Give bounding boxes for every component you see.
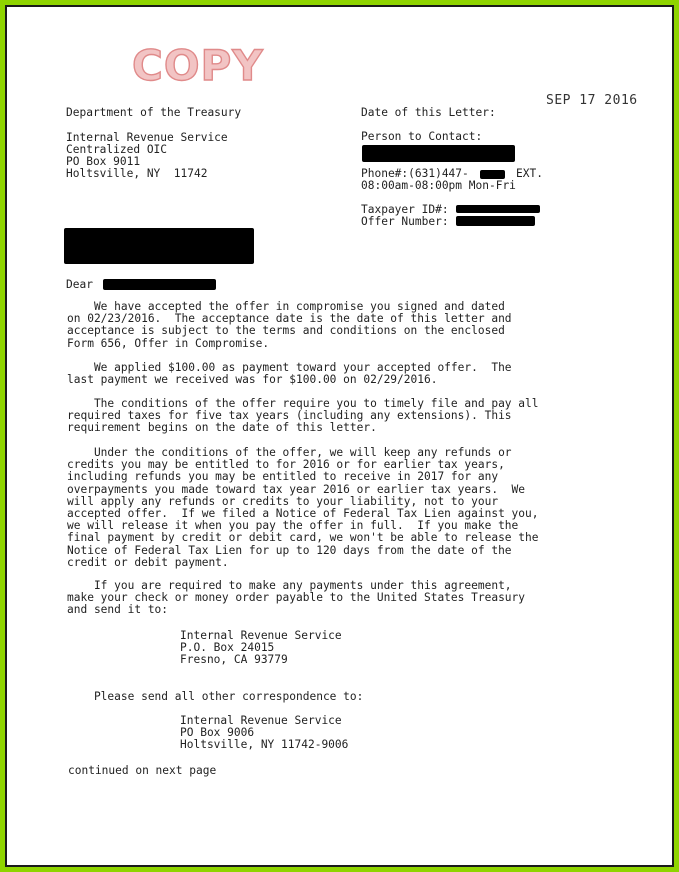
copy-stamp: COPY xyxy=(132,41,264,90)
redaction-recipient-name xyxy=(103,279,216,290)
taxpayer-id-label: Taxpayer ID#: xyxy=(361,203,449,216)
phone-label: Phone#:(631)447- xyxy=(361,167,469,180)
sender-unit: Centralized OIC xyxy=(66,143,168,156)
offer-number-label: Offer Number: xyxy=(361,215,449,228)
payment-address-line1: Internal Revenue Service xyxy=(180,629,342,642)
payment-address-line2: P.O. Box 24015 xyxy=(180,641,275,654)
redaction-contact-name xyxy=(362,145,515,162)
correspondence-address-line3: Holtsville, NY 11742-9006 xyxy=(180,738,349,751)
payment-address-line3: Fresno, CA 93779 xyxy=(180,653,288,666)
redaction-phone xyxy=(480,170,505,179)
contact-hours: 08:00am-08:00pm Mon-Fri xyxy=(361,179,516,192)
sender-agency: Internal Revenue Service xyxy=(66,131,228,144)
redaction-taxpayer-id xyxy=(456,205,540,213)
paragraph-acceptance: We have accepted the offer in compromise you signed and dated on 02/23/2016. The acceptance date is the date of this letter and acceptance is subject to the terms and conditions on the enclosed Form 656, Offer in Compromise. xyxy=(67,300,512,350)
paragraph-refunds: Under the conditions of the offer, we will keep any refunds or credits you may be entitled to for 2016 or for earlier tax years, including refunds you may be entitled to receive in 2017 for any overpayments you made toward tax year 2016 or earlier tax years. We will apply any refunds or credits to your liability, not to your accepted offer. If we filed a Notice of Federal Tax Lien against you, we will release it when you pay the offer in full. If you make the final payment by credit or debit card, we won't be able to release the Notice of Federal Tax Lien for up to 120 days from the date of the credit or debit payment. xyxy=(67,446,539,569)
salutation: Dear xyxy=(66,278,93,291)
paragraph-payment-instructions: If you are required to make any payments under this agreement, make your check or money order payable to the United States Treasury and send it to: xyxy=(67,579,526,617)
phone-ext-label: EXT. xyxy=(516,167,543,180)
correspondence-address-line2: PO Box 9006 xyxy=(180,726,255,739)
correspondence-address-line1: Internal Revenue Service xyxy=(180,714,342,727)
sender-po-box: PO Box 9011 xyxy=(66,155,141,168)
redaction-offer-number xyxy=(456,216,535,226)
person-to-contact-label: Person to Contact: xyxy=(361,130,483,143)
paragraph-correspondence: Please send all other correspondence to: xyxy=(67,690,364,703)
redaction-recipient-address xyxy=(64,228,254,264)
continued-footer: continued on next page xyxy=(68,764,217,777)
date-of-letter-label: Date of this Letter: xyxy=(361,106,496,119)
paragraph-payment-applied: We applied $100.00 as payment toward your accepted offer. The last payment we received was for $100.00 on 02/29/2016. xyxy=(67,361,512,387)
date-stamp: SEP 17 2016 xyxy=(546,93,638,108)
paragraph-conditions: The conditions of the offer require you to timely file and pay all required taxes for five tax years (including any extensions). This requirement begins on the date of this letter. xyxy=(67,397,539,435)
sender-department: Department of the Treasury xyxy=(66,106,242,119)
sender-city: Holtsville, NY 11742 xyxy=(66,167,208,180)
